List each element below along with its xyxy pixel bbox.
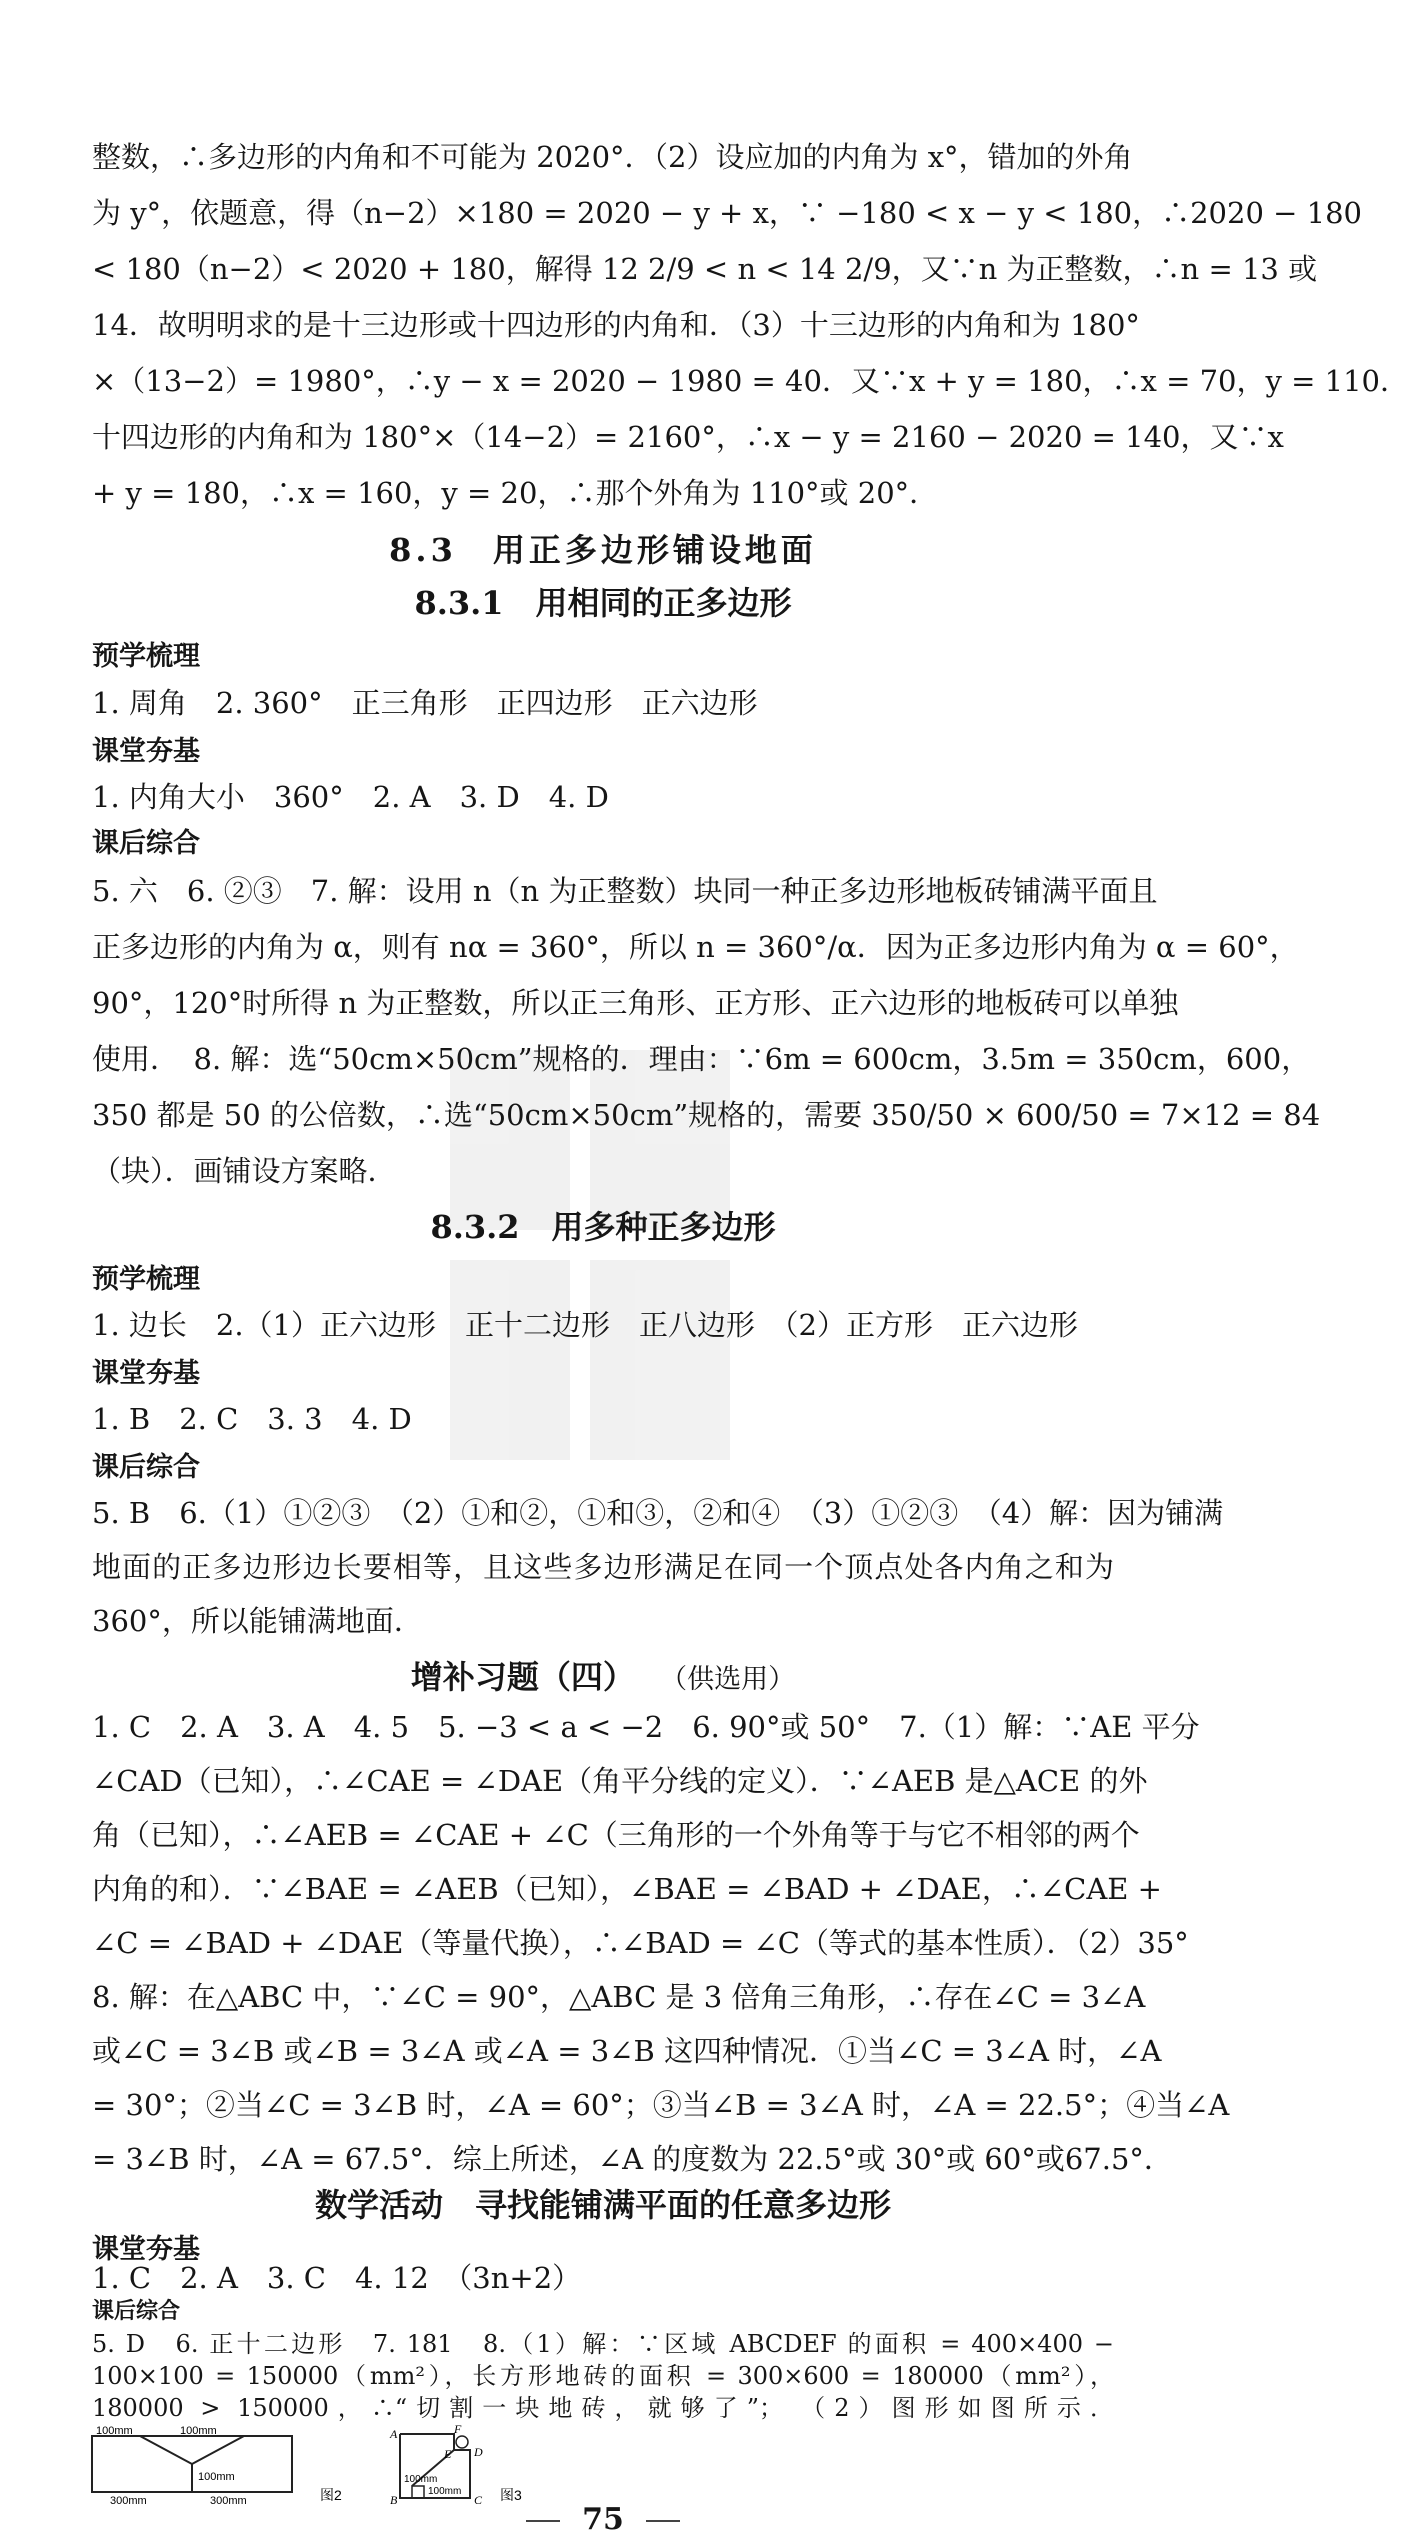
text-line: ×（13−2）= 1980°，∴y − x = 2020 − 1980 = 40．又∵x + y = 180，∴x = 70，y = 110． <box>92 364 1409 398</box>
section-heading: 8.3 用正多边形铺设地面 <box>389 531 817 569</box>
label-classroom: 课堂夯基 <box>92 1358 200 1389</box>
supplementary-title: 增补习题（四） <box>410 1658 635 1696</box>
page-number: 75 <box>582 2502 624 2537</box>
text-line: 8. 解：在△ABC 中，∵∠C = 90°，△ABC 是 3 倍角三角形，∴存在∠C = 3∠A <box>92 1980 1146 2014</box>
text-line: + y = 180，∴x = 160，y = 20，∴那个外角为 110°或 20°． <box>92 476 939 510</box>
fig2-label-bottom-left: 300mm <box>110 2495 147 2507</box>
text-line: 100×100 = 150000（mm²），长方形地砖的面积 = 300×600 = 180000（mm²）， <box>92 2362 1114 2390</box>
text-line: = 3∠B 时，∠A = 67.5°．综上所述，∠A 的度数为 22.5°或 30°或 60°或67.5°． <box>92 2142 1173 2176</box>
fig2-label-top-left: 100mm <box>96 2425 133 2437</box>
activity-heading: 数学活动 寻找能铺满平面的任意多边形 <box>314 2186 891 2224</box>
text-line: 1. 边长 2.（1）正六边形 正十二边形 正八边形 （2）正方形 正六边形 <box>92 1308 1078 1342</box>
fig3-vertex-F: F <box>454 2422 462 2436</box>
fig3-rosette-icon <box>456 2436 468 2448</box>
text-line: 整数，∴多边形的内角和不可能为 2020°．（2）设应加的内角为 x°，错加的外角 <box>92 140 1133 174</box>
fig3-vertex-C: C <box>474 2493 483 2507</box>
label-preview: 预学梳理 <box>92 641 200 672</box>
subsection-heading: 8.3.2 用多种正多边形 <box>430 1208 776 1246</box>
fig3-small-square <box>412 2486 424 2498</box>
fig2-v-lines <box>140 2436 244 2464</box>
text-line: 5. 六 6. ②③ 7. 解：设用 n（n 为正整数）块同一种正多边形地板砖铺满平面且 <box>92 874 1158 908</box>
fig3-caption: 图3 <box>500 2487 522 2503</box>
label-classroom: 课堂夯基 <box>92 736 200 767</box>
text-line: 或∠C = 3∠B 或∠B = 3∠A 或∠A = 3∠B 这四种情况．①当∠C = 3∠A 时，∠A <box>92 2034 1162 2068</box>
text-line: 1. 周角 2. 360° 正三角形 正四边形 正六边形 <box>92 686 758 720</box>
figures-area <box>0 2422 1206 2508</box>
text-line: = 30°；②当∠C = 3∠B 时，∠A = 60°；③当∠B = 3∠A 时，∠A = 22.5°；④当∠A <box>92 2088 1230 2122</box>
text-line: 90°，120°时所得 n 为正整数，所以正三角形、正方形、正六边形的地板砖可以单独 <box>92 986 1179 1020</box>
label-after: 课后综合 <box>92 1452 200 1483</box>
text-line: 350 都是 50 的公倍数，∴选“50cm×50cm”规格的，需要 350/50 × 600/50 = 7×12 = 84 <box>92 1098 1321 1132</box>
fig3-vertex-E: E <box>444 2447 452 2461</box>
text-line: 地面的正多边形边长要相等，且这些多边形满足在同一个顶点处各内角之和为 <box>92 1550 1114 1584</box>
text-line: 角（已知），∴∠AEB = ∠CAE + ∠C（三角形的一个外角等于与它不相邻的两个 <box>92 1818 1140 1852</box>
text-line: 内角的和）．∵∠BAE = ∠AEB（已知），∠BAE = ∠BAD + ∠DAE，∴∠CAE + <box>92 1872 1162 1906</box>
fig2-label-top-mid: 100mm <box>180 2425 217 2437</box>
text-line: 180000 > 150000，∴“切割一块地砖，就够了”； （2）图形如图所示． <box>92 2394 1114 2422</box>
text-line: （块）．画铺设方案略． <box>92 1154 397 1188</box>
footer-dash-left <box>526 2520 560 2522</box>
label-after: 课后综合 <box>92 828 200 859</box>
text-line: 使用． 8. 解：选“50cm×50cm”规格的．理由：∵6m = 600cm，3.5m = 350cm，600， <box>92 1042 1311 1076</box>
text-line: 正多边形的内角为 α，则有 nα = 360°，所以 n = 360°/α．因为正多边形内角为 α = 60°， <box>92 930 1299 964</box>
text-line: 360°，所以能铺满地面． <box>92 1604 423 1638</box>
supplementary-heading <box>0 1652 1206 1702</box>
fig3-label-inner-bottom: 100mm <box>428 2486 462 2497</box>
text-line: 5. D 6. 正十二边形 7. 181 8.（1）解：∵区域 ABCDEF 的面积 = 400×400 − <box>92 2330 1114 2358</box>
label-preview: 预学梳理 <box>92 1264 200 1295</box>
text-line: 为 y°，依题意，得（n−2）×180 = 2020 − y + x，∵ −180 < x − y < 180，∴2020 − 180 <box>92 196 1362 230</box>
text-line: ∠C = ∠BAD + ∠DAE（等量代换），∴∠BAD = ∠C（等式的基本性质）．（2）35° <box>92 1926 1189 1960</box>
text-line: 1. 内角大小 360° 2. A 3. D 4. D <box>92 780 609 814</box>
fig3-vertex-B: B <box>390 2493 398 2507</box>
subsection-heading: 8.3.1 用相同的正多边形 <box>414 584 792 622</box>
fig3-vertex-D: D <box>474 2445 483 2459</box>
fig2-label-inner: 100mm <box>198 2471 235 2483</box>
fig2-label-bottom-right: 300mm <box>210 2495 247 2507</box>
text-line: 5. B 6.（1）①②③ （2）①和②，①和③，②和④ （3）①②③ （4）解：因为铺满 <box>92 1496 1224 1530</box>
text-line: ∠CAD（已知），∴∠CAE = ∠DAE（角平分线的定义）．∵∠AEB 是△ACE 的外 <box>92 1764 1148 1798</box>
text-line: 1. C 2. A 3. A 4. 5 5. −3 < a < −2 6. 90°或 50° 7.（1）解：∵AE 平分 <box>92 1710 1200 1744</box>
supplementary-note: （供选用） <box>660 1664 796 1695</box>
fig2-caption: 图2 <box>320 2487 342 2503</box>
label-after: 课后综合 <box>92 2299 181 2324</box>
label-classroom: 课堂夯基 <box>92 2234 200 2265</box>
text-line: 14．故明明求的是十三边形或十四边形的内角和．（3）十三边形的内角和为 180° <box>92 308 1140 342</box>
text-line: 十四边形的内角和为 180°×（14−2）= 2160°，∴x − y = 2160 − 2020 = 140，又∵x <box>92 420 1284 454</box>
text-line: 1. B 2. C 3. 3 4. D <box>92 1402 412 1436</box>
footer-dash-right <box>646 2520 680 2522</box>
fig3-label-inner-left: 100mm <box>404 2474 438 2485</box>
fig3-vertex-A: A <box>390 2427 398 2441</box>
text-line: < 180（n−2）< 2020 + 180，解得 12 2/9 < n < 14 2/9，又∵n 为正整数，∴n = 13 或 <box>92 252 1318 286</box>
text-line: 1. C 2. A 3. C 4. 12 （3n+2） <box>92 2261 582 2295</box>
